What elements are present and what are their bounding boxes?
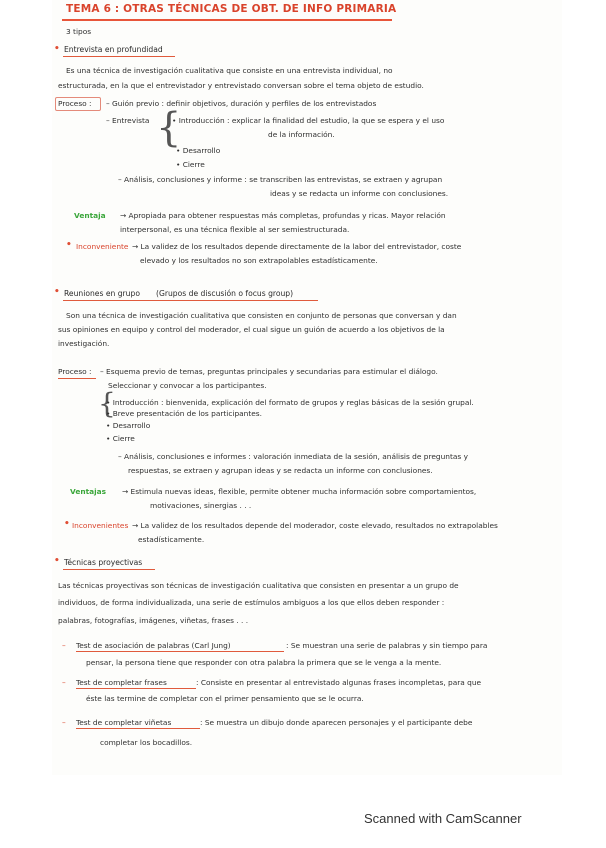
s2-proceso-underline: [58, 378, 96, 379]
section-1-bullet: •: [54, 44, 60, 54]
s3-test-2b: éste las termine de completar con el primer pensamiento que se le ocurra.: [86, 694, 364, 703]
s3-test-1a: : Se muestran una serie de palabras y sin tiempo para: [286, 641, 488, 650]
s1-ventaja-2: interpersonal, es una técnica flexible al ser semiestructurada.: [120, 225, 350, 234]
s3-test-2-label: Test de completar frases: [76, 678, 167, 687]
intro-text: 3 tipos: [66, 27, 92, 36]
s1-proceso-2e: • Cierre: [176, 160, 205, 169]
s2-line-3: investigación.: [58, 339, 110, 348]
section-3-underline: [63, 569, 155, 570]
section-1-heading: Entrevista en profundidad: [64, 45, 163, 54]
s2-inconv-label: Inconvenientes: [72, 521, 129, 530]
s2-proceso-2d: • Cierre: [106, 434, 135, 443]
s3-test-2-underline: [76, 688, 196, 689]
section-2-heading-note: (Grupos de discusión o focus group): [156, 289, 294, 298]
s3-test-3-underline: [76, 728, 200, 729]
s1-inconv-label: Inconveniente: [76, 242, 129, 251]
s3-test-2-dash: –: [62, 678, 66, 687]
section-3-heading: Técnicas proyectivas: [64, 558, 143, 567]
s3-test-3-label: Test de completar viñetas: [76, 718, 172, 727]
s2-brace: {: [98, 387, 116, 420]
page-title: TEMA 6 : OTRAS TÉCNICAS DE OBT. DE INFO PRIMARIA: [66, 3, 397, 15]
s3-test-3b: completar los bocadillos.: [100, 738, 193, 747]
s2-inconv-2: estadísticamente.: [138, 535, 205, 544]
s3-line-3: palabras, fotografías, imágenes, viñetas, frases . . .: [58, 616, 249, 625]
camscanner-watermark: Scanned with CamScanner: [364, 811, 522, 826]
s1-proceso-box: [55, 97, 101, 111]
s1-proceso-3a: – Análisis, conclusiones y informe : se transcriben las entrevistas, se extraen y agrupan: [118, 175, 443, 184]
s1-inconv-2: elevado y los resultados no son extrapolables estadísticamente.: [140, 256, 378, 265]
section-2-bullet: •: [54, 287, 60, 297]
s3-line-2: individuos, de forma individualizada, una serie de estímulos ambiguos a los que ellos deben responder :: [58, 598, 445, 607]
s2-proceso-1a: – Esquema previo de temas, preguntas principales y secundarias para estimular el diálogo.: [100, 367, 438, 376]
s1-proceso-2b: • Introducción : explicar la finalidad del estudio, la que se espera y el uso: [172, 116, 445, 125]
s2-proceso-2a: • Introducción : bienvenida, explicación del formato de grupos y reglas básicas de la sesión grupal.: [106, 398, 474, 407]
s1-ventaja-label: Ventaja: [74, 211, 106, 220]
s2-inconv-bullet: •: [64, 519, 70, 529]
s1-proceso-2d: • Desarrollo: [176, 146, 221, 155]
s1-proceso-1: – Guión previo : definir objetivos, duración y perfiles de los entrevistados: [106, 99, 377, 108]
section-1-underline: [63, 56, 175, 57]
section-2-underline: [63, 300, 318, 301]
s2-inconv-1: → La validez de los resultados depende del moderador, coste elevado, resultados no extrapolables: [132, 521, 498, 530]
s1-inconv-bullet: •: [66, 240, 72, 250]
s1-line-2: estructurada, en la que el entrevistador y entrevistado conversan sobre el tema objeto de estudio.: [58, 81, 424, 90]
s1-proceso-2c: de la información.: [268, 130, 335, 139]
s2-proceso-3b: respuestas, se extraen y agrupan ideas y se redacta un informe con conclusiones.: [128, 466, 433, 475]
s2-proceso-2c: • Desarrollo: [106, 421, 151, 430]
s2-ventaja-label: Ventajas: [70, 487, 107, 496]
s3-test-3-dash: –: [62, 718, 66, 727]
s2-proceso-2b: • Breve presentación de los participantes.: [106, 409, 263, 418]
s2-ventaja-2: motivaciones, sinergias . . .: [150, 501, 252, 510]
section-2-heading: Reuniones en grupo: [64, 289, 140, 298]
s3-test-3a: : Se muestra un dibujo donde aparecen personajes y el participante debe: [200, 718, 473, 727]
s1-proceso-2a: – Entrevista: [106, 116, 150, 125]
s1-proceso-label: Proceso :: [58, 99, 92, 108]
s1-brace: {: [156, 105, 182, 151]
s3-test-2a: : Consiste en presentar al entrevistado algunas frases incompletas, para que: [196, 678, 482, 687]
s1-line-1: Es una técnica de investigación cualitativa que consiste en una entrevista individual, no: [66, 66, 393, 75]
s2-line-2: sus opiniones en equipo y control del moderador, el cual sigue un guión de acuerdo a los objetivos de la: [58, 325, 445, 334]
s2-proceso-3a: – Análisis, conclusiones e informes : valoración inmediata de la sesión, análisis de preguntas y: [118, 452, 468, 461]
s2-line-1: Son una técnica de investigación cualitativa que consisten en conjunto de personas que conversan y dan: [66, 311, 457, 320]
s2-proceso-label: Proceso :: [58, 367, 92, 376]
s3-test-1b: pensar, la persona tiene que responder con otra palabra la primera que se le venga a la mente.: [86, 658, 442, 667]
s3-line-1: Las técnicas proyectivas son técnicas de investigación cualitativa que consisten en presentar a un grupo de: [58, 581, 459, 590]
s3-test-1-underline: [76, 651, 284, 652]
s2-ventaja-1: → Estimula nuevas ideas, flexible, permite obtener mucha información sobre comportamientos,: [122, 487, 477, 496]
s2-proceso-1b: Seleccionar y convocar a los participantes.: [108, 381, 267, 390]
s3-test-1-label: Test de asociación de palabras (Carl Jung): [76, 641, 231, 650]
s1-proceso-3b: ideas y se redacta un informe con conclusiones.: [270, 189, 449, 198]
s1-ventaja-1: → Apropiada para obtener respuestas más completas, profundas y ricas. Mayor relación: [120, 211, 446, 220]
s1-inconv-1: → La validez de los resultados depende directamente de la labor del entrevistador, coste: [132, 242, 462, 251]
section-3-bullet: •: [54, 556, 60, 566]
title-underline: [62, 19, 392, 21]
s3-test-1-dash: –: [62, 641, 66, 650]
